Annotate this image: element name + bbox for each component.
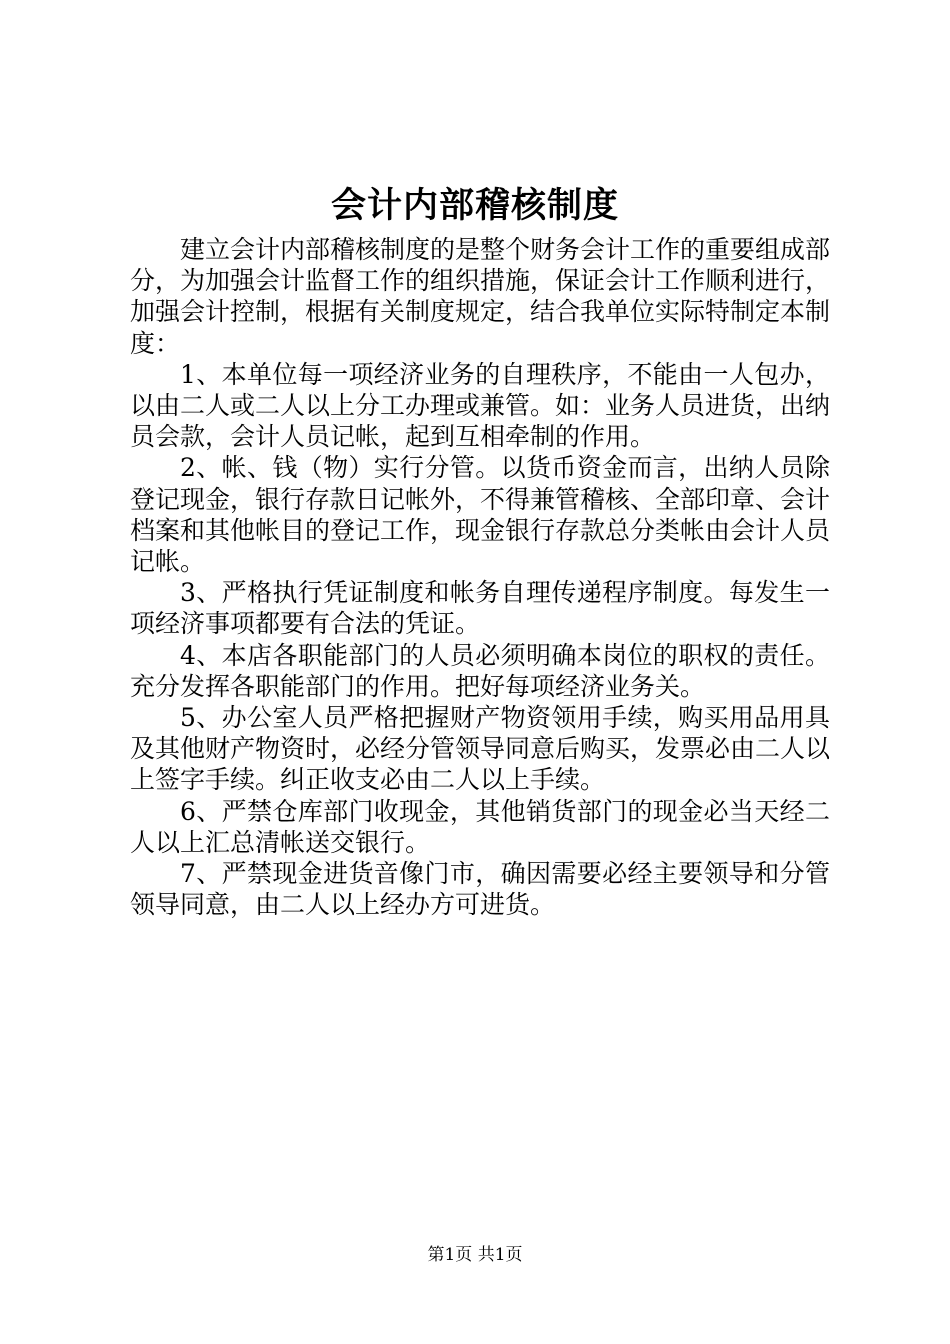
rule-paragraph-3: 3、严格执行凭证制度和帐务自理传递程序制度。每发生一项经济事项都要有合法的凭证。 bbox=[130, 578, 830, 639]
rule-paragraph-2: 2、帐、钱（物）实行分管。以货币资金而言，出纳人员除登记现金，银行存款日记帐外，不得兼管稽核、全部印章、会计档案和其他帐目的登记工作，现金银行存款总分类帐由会计人员记帐。 bbox=[130, 453, 831, 577]
document-title: 会计内部稽核制度 bbox=[330, 185, 619, 226]
page-footer: 第1页 共1页 bbox=[427, 1245, 523, 1265]
rule-paragraph-6: 6、严禁仓库部门收现金，其他销货部门的现金必当天经二人以上汇总清帐送交银行。 bbox=[130, 796, 830, 857]
document-body bbox=[130, 234, 830, 920]
intro-paragraph: 建立会计内部稽核制度的是整个财务会计工作的重要组成部分，为加强会计监督工作的组织措施，保证会计工作顺利进行，加强会计控制，根据有关制度规定，结合我单位实际特制定本制度： bbox=[130, 235, 831, 358]
rule-paragraph-1: 1、本单位每一项经济业务的自理秩序，不能由一人包办，以由二人或二人以上分工办理或兼管。如：业务人员进货，出纳员会款，会计人员记帐，起到互相牵制的作用。 bbox=[130, 359, 831, 452]
rule-paragraph-7: 7、严禁现金进货音像门市，确因需要必经主要领导和分管领导同意，由二人以上经办方可进货。 bbox=[130, 859, 830, 920]
rule-paragraph-4: 4、本店各职能部门的人员必须明确本岗位的职权的责任。充分发挥各职能部门的作用。把好每项经济业务关。 bbox=[130, 640, 830, 701]
rule-paragraph-5: 5、办公室人员严格把握财产物资领用手续，购买用品用具及其他财产物资时，必经分管领导同意后购买，发票必由二人以上签字手续。纠正收支必由二人以上手续。 bbox=[130, 703, 831, 795]
